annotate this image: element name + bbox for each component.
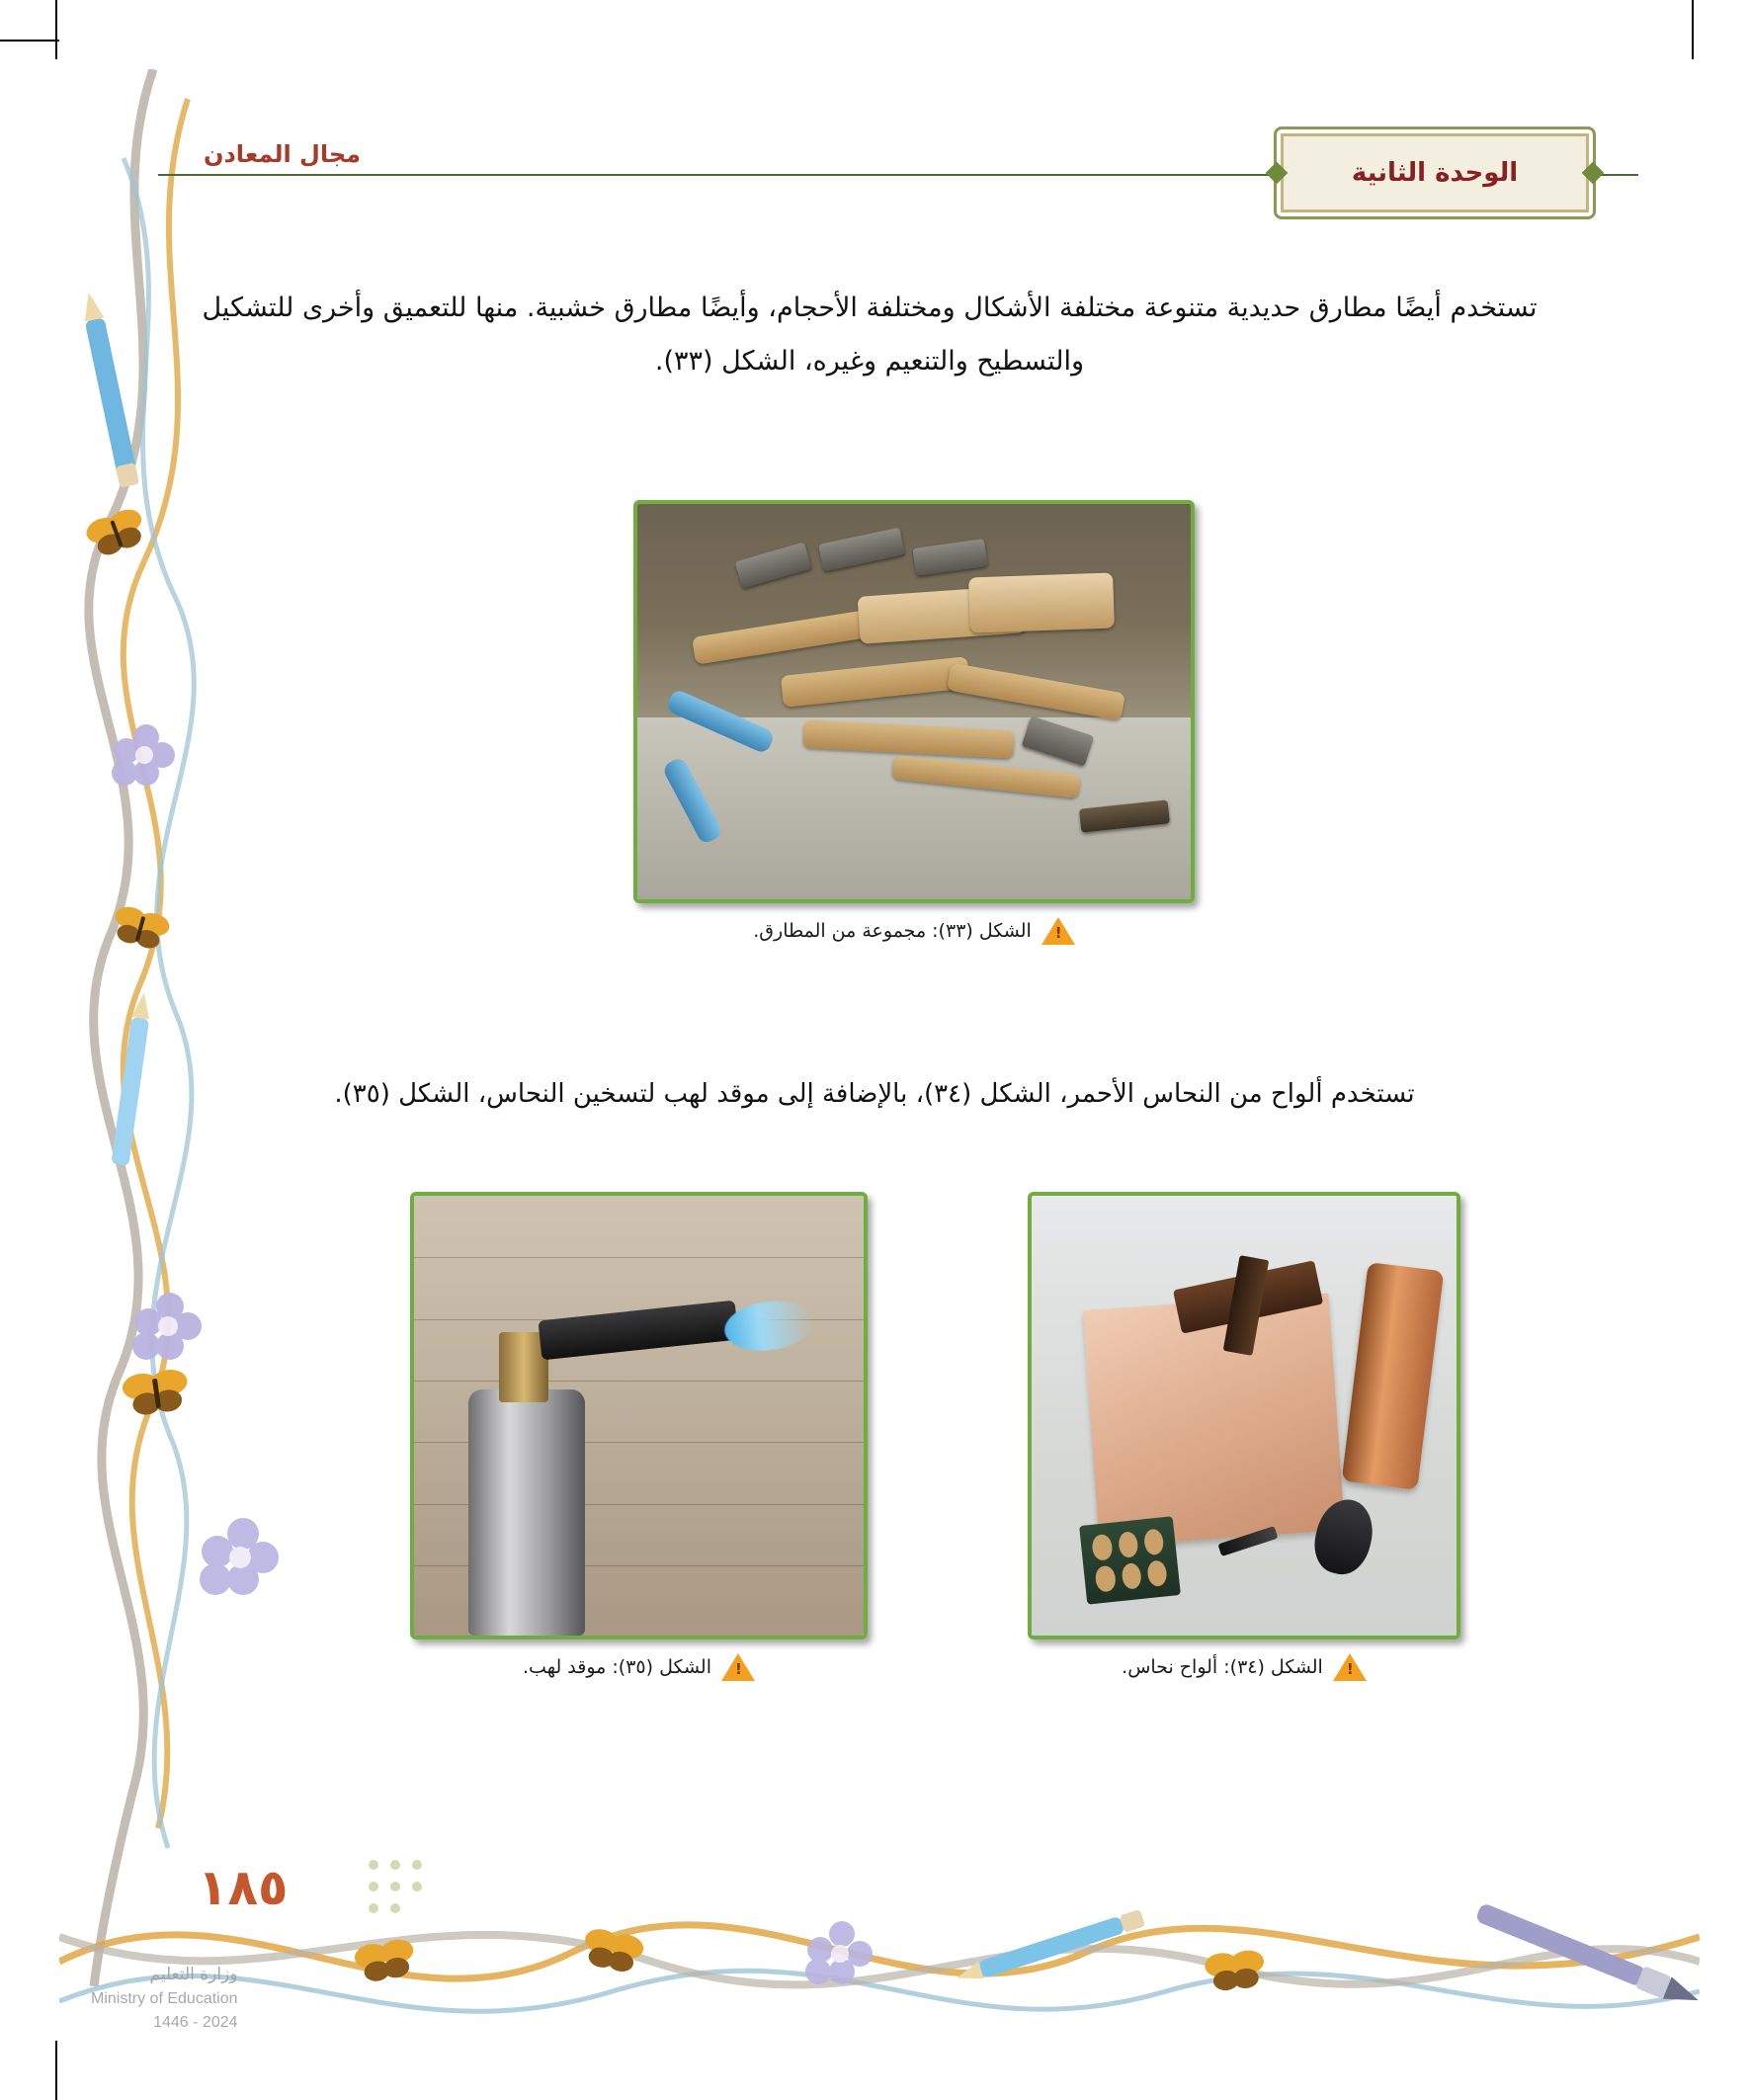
hammers-photo [637, 504, 1191, 899]
figure-33-image [633, 500, 1195, 903]
warning-triangle-icon [721, 1653, 755, 1681]
ministry-name-en: Ministry of Education [91, 1990, 238, 2007]
figure-35-image [410, 1192, 868, 1639]
unit-badge-label: الوحدة الثانية [1351, 158, 1519, 188]
figure-33-caption-text: الشكل (٣٣): مجموعة من المطارق. [753, 920, 1032, 942]
figure-34 [1028, 1192, 1460, 1681]
decorative-border-art-bottom [59, 1843, 1700, 2070]
figure-33 [633, 500, 1195, 945]
copper-photo [1032, 1196, 1457, 1636]
ministry-years: 2024 - 1446 [153, 2014, 238, 2031]
crop-mark-bottom-left [55, 2041, 57, 2100]
figure-35-caption [410, 1653, 868, 1681]
unit-badge [1274, 126, 1596, 219]
figure-35 [410, 1192, 868, 1681]
tool-case [1079, 1517, 1180, 1606]
figure-34-caption-text: الشكل (٣٤): ألواح نحاس. [1122, 1656, 1323, 1678]
page-number: ١٨٥ [198, 1859, 289, 1916]
crop-mark-left-edge [0, 40, 59, 42]
crop-mark-top-left [55, 0, 57, 59]
ministry-watermark [91, 1963, 238, 2036]
copper-sheet [1083, 1293, 1346, 1547]
torch-photo [414, 1196, 864, 1636]
page-title: مجال المعادن [190, 140, 375, 168]
warning-triangle-icon [1041, 917, 1075, 945]
crop-mark-top-right [1692, 0, 1694, 59]
ministry-name-ar: وزارة التعليم [149, 1964, 238, 1984]
figure-34-caption [1028, 1653, 1460, 1681]
warning-triangle-icon [1333, 1653, 1367, 1681]
figure-35-caption-text: الشكل (٣٥): موقد لهب. [523, 1656, 711, 1678]
paragraph-copper: تستخدم ألواح من النحاس الأحمر، الشكل (٣٤)، بالإضافة إلى موقد لهب لتسخين النحاس، الشكل (٣٥). [334, 1079, 1415, 1109]
tool-case-dots [1091, 1529, 1168, 1593]
paragraph-hammers: تستخدم أيضًا مطارق حديدية متنوعة مختلفة الأشكال ومختلفة الأحجام، وأيضًا مطارق خشبية. منها للتعميق وأخرى للتشكيل والتسطيح والتنعيم وغيره، الشكل (٣٣). [202, 293, 1538, 377]
figure-33-caption [633, 917, 1195, 945]
gas-canister [468, 1389, 585, 1636]
figure-34-image [1028, 1192, 1460, 1639]
